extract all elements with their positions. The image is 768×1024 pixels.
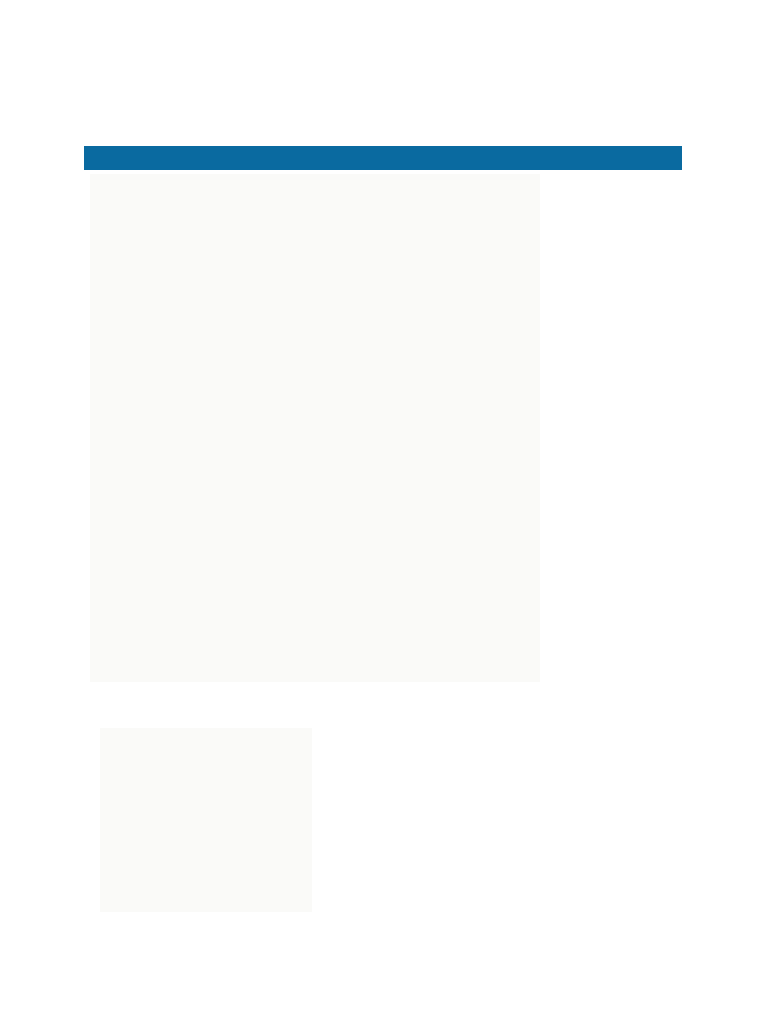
answers-image <box>100 728 312 912</box>
section-header <box>84 146 682 170</box>
exercise-image <box>90 174 540 682</box>
question-3-heading <box>106 248 114 263</box>
question-4-heading <box>308 194 316 209</box>
